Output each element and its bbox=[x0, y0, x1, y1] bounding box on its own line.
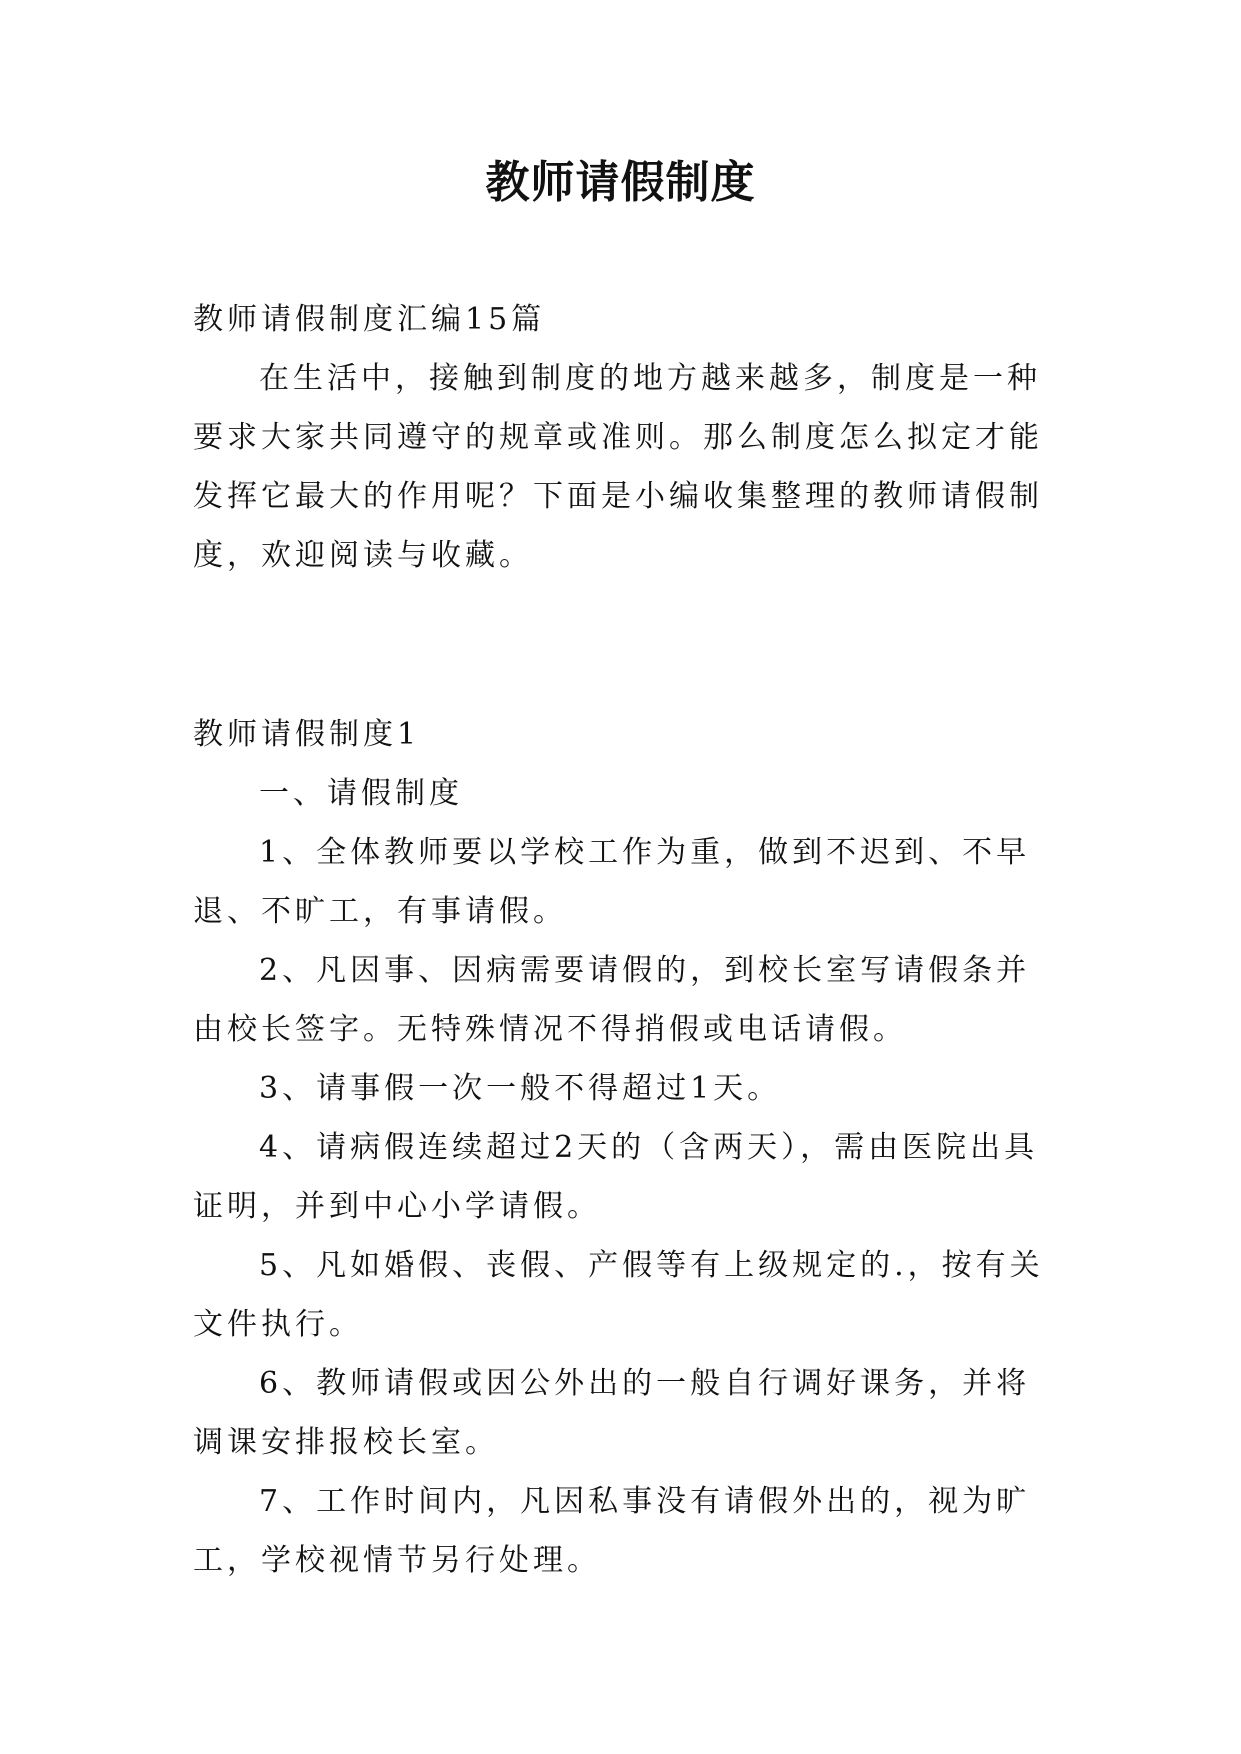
rule-item-6: 6、教师请假或因公外出的一般自行调好课务，并将调课安排报校长室。 bbox=[193, 1366, 1031, 1460]
rule-item-1: 1、全体教师要以学校工作为重，做到不迟到、不早退、不旷工，有事请假。 bbox=[193, 835, 1031, 929]
rule-item-3: 3、请事假一次一般不得超过1天。 bbox=[259, 1071, 782, 1106]
document-body bbox=[193, 290, 1063, 1590]
document-title: 教师请假制度 bbox=[485, 157, 756, 208]
section-heading: 教师请假制度1 bbox=[193, 717, 421, 752]
rule-item-4: 4、请病假连续超过2天的（含两天），需由医院出具证明，并到中心小学请假。 bbox=[193, 1130, 1039, 1224]
rule-item-2: 2、凡因事、因病需要请假的，到校长室写请假条并由校长签字。无特殊情况不得捎假或电话请假。 bbox=[193, 953, 1031, 1047]
intro-paragraph: 在生活中，接触到制度的地方越来越多，制度是一种要求大家共同遵守的规章或准则。那么制度怎么拟定才能发挥它最大的作用呢？下面是小编收集整理的教师请假制度，欢迎阅读与收藏。 bbox=[193, 361, 1043, 573]
rule-item-5: 5、凡如婚假、丧假、产假等有上级规定的.，按有关文件执行。 bbox=[193, 1248, 1044, 1342]
subsection-heading: 一、请假制度 bbox=[259, 776, 463, 811]
rule-item-7: 7、工作时间内，凡因私事没有请假外出的，视为旷工，学校视情节另行处理。 bbox=[193, 1484, 1031, 1578]
document-subtitle: 教师请假制度汇编15篇 bbox=[193, 302, 546, 337]
section-spacer bbox=[193, 585, 1063, 705]
